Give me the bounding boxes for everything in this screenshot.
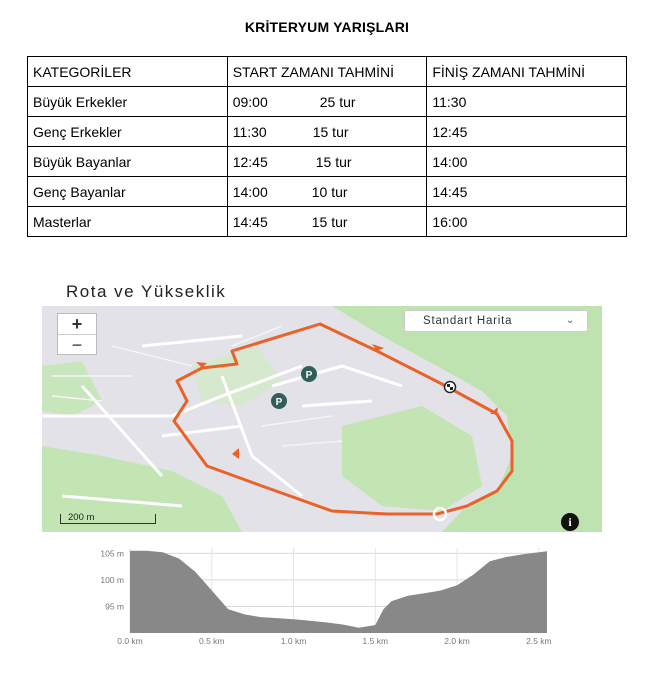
header-finish: FİNİŞ ZAMANI TAHMİNİ xyxy=(427,57,627,87)
table-row xyxy=(28,147,627,177)
cell-category: Masterlar xyxy=(28,207,228,237)
header-start: START ZAMANI TAHMİNİ xyxy=(227,57,427,87)
elevation-y-ticks xyxy=(100,548,124,611)
parking-icon[interactable] xyxy=(271,393,287,409)
elevation-chart xyxy=(95,545,565,650)
cell-start xyxy=(227,87,427,117)
document-title: KRİTERYUM YARIŞLARI xyxy=(244,19,410,35)
table-row xyxy=(28,207,627,237)
schedule-table xyxy=(27,56,627,237)
scale-bar xyxy=(60,512,158,526)
cell-finish: 14:45 xyxy=(427,177,627,207)
x-tick-label: 0.5 km xyxy=(199,636,225,646)
table-row xyxy=(28,177,627,207)
cell-start xyxy=(227,177,427,207)
table-row xyxy=(28,87,627,117)
info-icon[interactable]: i xyxy=(561,513,579,531)
cell-start xyxy=(227,147,427,177)
zoom-control xyxy=(57,313,97,355)
cell-finish: 14:00 xyxy=(427,147,627,177)
start-time: 14:00 xyxy=(232,183,268,200)
lap-count: 15 tur xyxy=(315,153,352,170)
cell-start xyxy=(227,207,427,237)
x-tick-label: 1.0 km xyxy=(280,636,307,646)
cell-category: Genç Erkekler xyxy=(28,117,228,147)
header-category: KATEGORİLER xyxy=(28,57,228,87)
cell-finish: 11:30 xyxy=(427,87,627,117)
x-tick-label: 2.5 km xyxy=(526,636,552,646)
y-tick-label: 95 m xyxy=(105,601,124,612)
elevation-x-ticks xyxy=(117,636,551,646)
lap-count: 25 tur xyxy=(319,93,356,110)
map-type-value: Standart Harita xyxy=(423,315,513,327)
start-time: 09:00 xyxy=(232,93,268,110)
start-time: 12:45 xyxy=(232,153,268,170)
cell-category: Büyük Bayanlar xyxy=(28,147,228,177)
parking-label: P xyxy=(275,397,283,408)
zoom-in-button[interactable]: + xyxy=(58,314,96,335)
chevron-down-icon: ⌄ xyxy=(565,315,575,326)
route-map[interactable] xyxy=(42,306,602,532)
map-canvas[interactable] xyxy=(42,306,602,532)
table-header-row xyxy=(28,57,627,87)
table-row xyxy=(28,117,627,147)
start-finish-icon[interactable] xyxy=(445,382,456,393)
zoom-out-button[interactable]: − xyxy=(71,335,83,355)
lap-count: 15 tur xyxy=(312,123,349,140)
cell-finish: 16:00 xyxy=(427,207,627,237)
start-time: 11:30 xyxy=(232,123,267,140)
map-title: Rota ve Yükseklik xyxy=(66,282,227,301)
lap-count: 15 tur xyxy=(311,213,348,230)
scale-label: 200 m xyxy=(68,512,95,523)
x-tick-label: 0.0 km xyxy=(117,636,143,646)
y-tick-label: 100 m xyxy=(100,574,124,585)
cell-category: Genç Bayanlar xyxy=(28,177,228,207)
map-type-select[interactable] xyxy=(404,310,588,332)
elevation-area xyxy=(130,551,547,633)
parking-icon[interactable] xyxy=(301,366,317,382)
y-tick-label: 105 m xyxy=(100,548,124,559)
cell-finish: 12:45 xyxy=(427,117,627,147)
x-tick-label: 2.0 km xyxy=(444,636,470,646)
start-time: 14:45 xyxy=(232,213,268,230)
cell-start xyxy=(227,117,427,147)
x-tick-label: 1.5 km xyxy=(362,636,389,646)
parking-label: P xyxy=(305,370,313,381)
cell-category: Büyük Erkekler xyxy=(28,87,228,117)
lap-count: 10 tur xyxy=(311,183,348,200)
